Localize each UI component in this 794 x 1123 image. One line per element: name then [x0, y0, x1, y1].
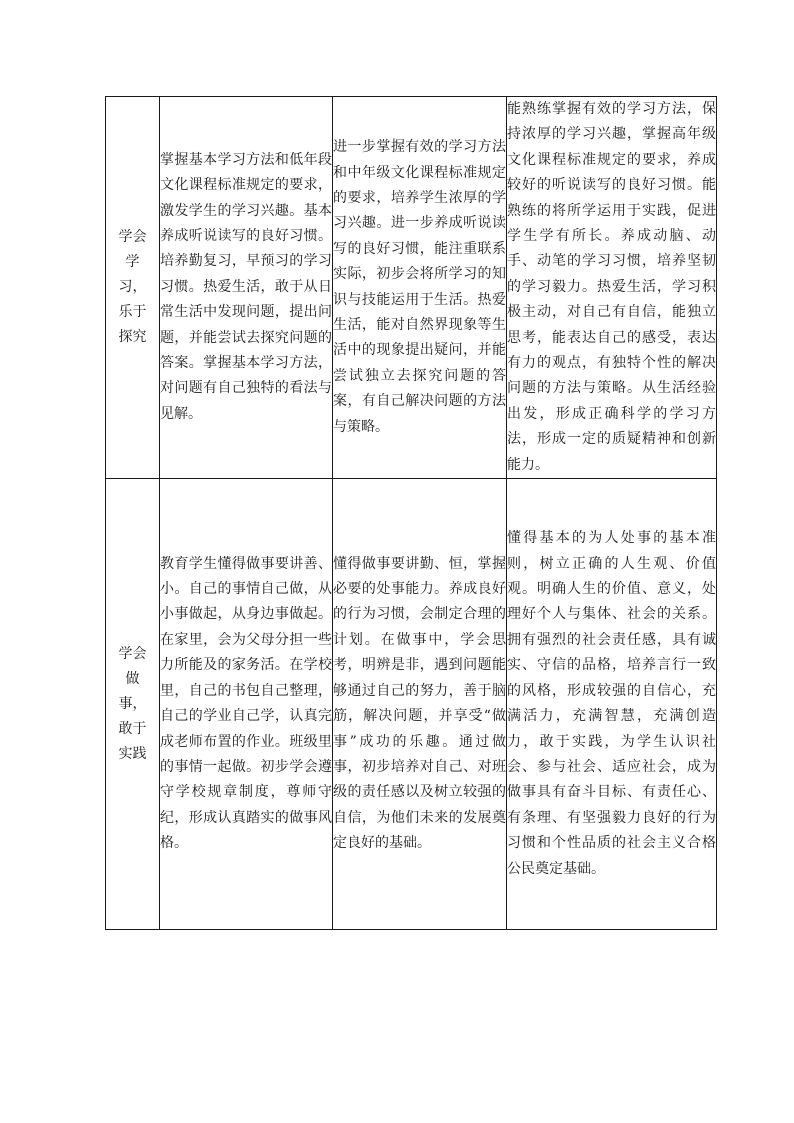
- cell-upper-grade-learning: 能熟练掌握有效的学习方法，保持浓厚的学习兴趣，掌握高年级文化课程标准规定的要求，养成较好的听说读写的良好习惯。能熟练的将所学运用于实践，促进学生学有所长。养成动脑、动手、动笔的学习习惯，培养坚韧的学习毅力。热爱生活，学习积极主动，对自己有自信，能独立思考，能表达自己的感受，表达有力的观点，有独特个性的解决问题的方法与策略。从生活经验出发，形成正确科学的学习方法，形成一定的质疑精神和创新能力。: [507, 97, 717, 479]
- cell-middle-grade-doing: 懂得做事要讲勤、恒，掌握必要的处事能力。养成良好的行为习惯，会制定合理的计划。在做事中，学会思考，明辨是非，遇到问题能够通过自己的努力，善于脑筋，解决问题，并享受“做事”成功的乐趣。通过做事，初步培养对自己、对班级的责任感以及树立较强的自信，为他们未来的发展奠定良好的基础。: [333, 479, 507, 930]
- standards-table: [105, 96, 717, 930]
- row-label-doing: 学会做事，敢于实践: [106, 479, 160, 930]
- cell-upper-grade-doing: 懂得基本的为人处事的基本准则，树立正确的人生观、价值观。明确人生的价值、意义，处理好个人与集体、社会的关系。拥有强烈的社会责任感，具有诚实、守信的品格，培养言行一致的风格，形成较强的自信心，充满活力，充满智慧，充满创造力，敢于实践，为学生认识社会、参与社会、适应社会，成为做事具有奋斗目标、有责任心、有条理、有坚强毅力良好的行为习惯和个性品质的社会主义合格公民奠定基础。: [507, 479, 717, 930]
- cell-middle-grade-learning: 进一步掌握有效的学习方法和中年级文化课程标准规定的要求，培养学生浓厚的学习兴趣。进一步养成听说读写的良好习惯，能注重联系实际，初步会将所学习的知识与技能运用于生活。热爱生活，能对自然界现象等生活中的现象提出疑问，并能尝试独立去探究问题的答案，有自己解决问题的方法与策略。: [333, 97, 507, 479]
- row-label-learning: 学会学习，乐于探究: [106, 97, 160, 479]
- cell-lower-grade-learning: 掌握基本学习方法和低年段文化课程标准规定的要求，激发学生的学习兴趣。基本养成听说读写的良好习惯。培养勤复习，早预习的学习习惯。热爱生活，敢于从日常生活中发现问题，提出问题，并能尝试去探究问题的答案。掌握基本学习方法，对问题有自己独特的看法与见解。: [160, 97, 333, 479]
- table-row-doing: [106, 479, 717, 930]
- cell-lower-grade-doing: 教育学生懂得做事要讲善、小。自己的事情自己做，从小事做起，从身边事做起。在家里，会为父母分担一些力所能及的家务活。在学校里，自己的书包自己整理，自己的学业自己学，认真完成老师布置的作业。班级里的事情一起做。初步学会遵守学校规章制度，尊师守纪，形成认真踏实的做事风格。: [160, 479, 333, 930]
- table-row-learning: [106, 97, 717, 479]
